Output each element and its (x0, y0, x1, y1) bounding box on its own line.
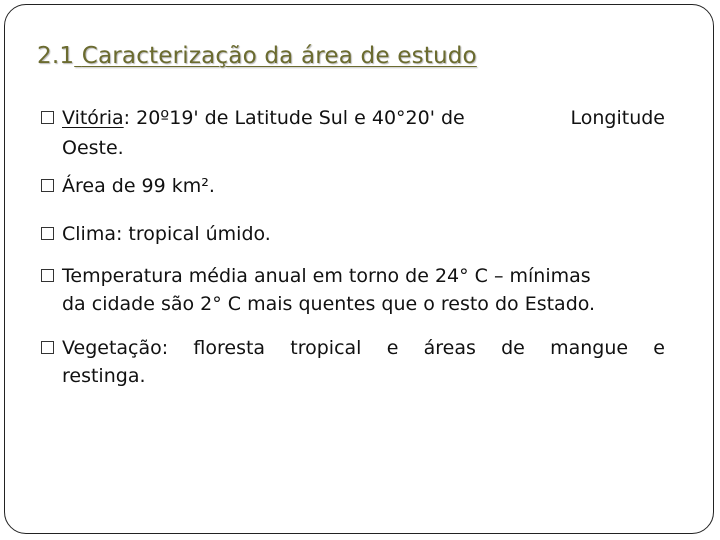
bullet-line (62, 335, 665, 361)
title-text: Caracterização da área de estudo (81, 43, 477, 69)
bullet-line: Temperatura média anual em torno de 24° C – mínimas (62, 265, 591, 287)
bullet-line: Clima: tropical úmido. (62, 223, 271, 245)
vitoria-label: Vitória (62, 107, 124, 129)
word: e (386, 337, 399, 359)
bullet-box-icon (41, 179, 54, 192)
bullet-box-icon (41, 227, 54, 240)
word: tropical (290, 337, 362, 359)
word: Vegetação: (62, 337, 169, 359)
vitoria-longitude-word: Longitude (570, 107, 665, 129)
slide (4, 4, 714, 534)
vitoria-coordinates: : 20º19' de Latitude Sul e 40°20' de (123, 107, 465, 129)
bullet-line (62, 105, 665, 131)
word: de (501, 337, 525, 359)
word: mangue (550, 337, 629, 359)
bullet-box-icon (41, 111, 54, 124)
bullet-box-icon (41, 341, 54, 354)
word: áreas (423, 337, 476, 359)
title-number: 2.1 (37, 43, 75, 69)
bullet-box-icon (41, 269, 54, 282)
word: floresta (193, 337, 266, 359)
bullet-line-continuation: da cidade são 2° C mais quentes que o resto do Estado. (62, 293, 596, 315)
bullet-line-continuation: Oeste. (62, 137, 124, 159)
word: e (653, 337, 665, 359)
slide-title (37, 43, 477, 69)
bullet-line: Área de 99 km². (62, 175, 215, 197)
bullet-line-continuation: restinga. (62, 365, 146, 387)
